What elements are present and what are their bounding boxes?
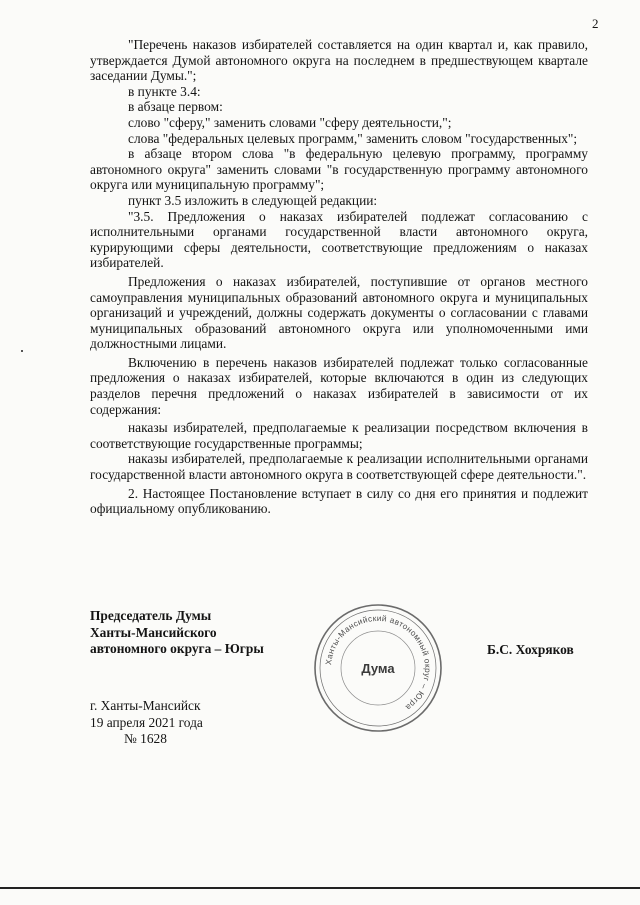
paragraph: в абзаце втором слова "в федеральную целевую программу, программу автономного округа" заменить словами "в государственную программу автономного округа или муниципальную программу"; [90,146,588,193]
place-date-block [90,698,203,748]
paragraph: наказы избирателей, предполагаемые к реализации исполнительными органами государственной власти автономного округа в соответствующей сфере деятельности.". [90,451,588,483]
paragraph: Предложения о наказах избирателей, поступившие от органов местного самоуправления муниципальных образований автономного округа и муниципальных организаций и учреждений, должны содержать документы о согласовании с главами муниципальных образований автономного округа или уполномоченными ими должностными лицами. [90,273,588,352]
page-number: 2 [592,16,599,31]
paragraph: в абзаце первом: [128,99,223,115]
signer-title-line: Ханты-Мансийского [90,624,217,640]
signer-title-line: автономного округа – Югры [90,641,264,657]
official-seal [312,602,444,734]
scan-speck [21,350,23,352]
seal-graphic [312,602,444,734]
paragraph: "3.5. Предложения о наказах избирателей подлежат согласованию с исполнительными органами государственной власти автономного округа, курирующими сферы деятельности, соответствующие предложениям о наказах избирателей. [90,208,588,271]
paragraph: в пункте 3.4: [128,83,201,99]
signer-title-line: Председатель Думы [90,608,212,623]
paragraph: слово "сферу," заменить словами "сферу деятельности,"; [128,114,452,130]
paragraph: слова "федеральных целевых программ," заменить словом "государственных"; [128,130,578,146]
signature-block [90,608,264,658]
document-body [90,37,588,517]
seal-center-text: Дума [361,661,395,676]
paragraph: "Перечень наказов избирателей составляется на один квартал и, как правило, утверждается Думой автономного округа на последнем в предшествующем квартале заседании Думы."; [90,37,588,84]
date: 19 апреля 2021 года [90,714,203,730]
city: г. Ханты-Мансийск [90,698,201,713]
paragraph: 2. Настоящее Постановление вступает в силу со дня его принятия и подлежит официальному опубликованию. [90,485,588,517]
paragraph: пункт 3.5 изложить в следующей редакции: [128,192,378,208]
scan-edge-line [0,887,640,889]
seal-ring-text: Ханты-Мансийский автономный округ – Югра [324,613,433,713]
signer-name: Б.С. Хохряков [487,642,574,657]
paragraph: Включению в перечень наказов избирателей подлежат только согласованные предложения о наказах избирателей, которые включаются в один из следующих разделов перечня предложений о наказах избирателей в зависимости от их содержания: [90,354,588,417]
paragraph: наказы избирателей, предполагаемые к реализации посредством включения в соответствующие государственные программы; [90,420,588,451]
document-number: № 1628 [124,731,167,747]
